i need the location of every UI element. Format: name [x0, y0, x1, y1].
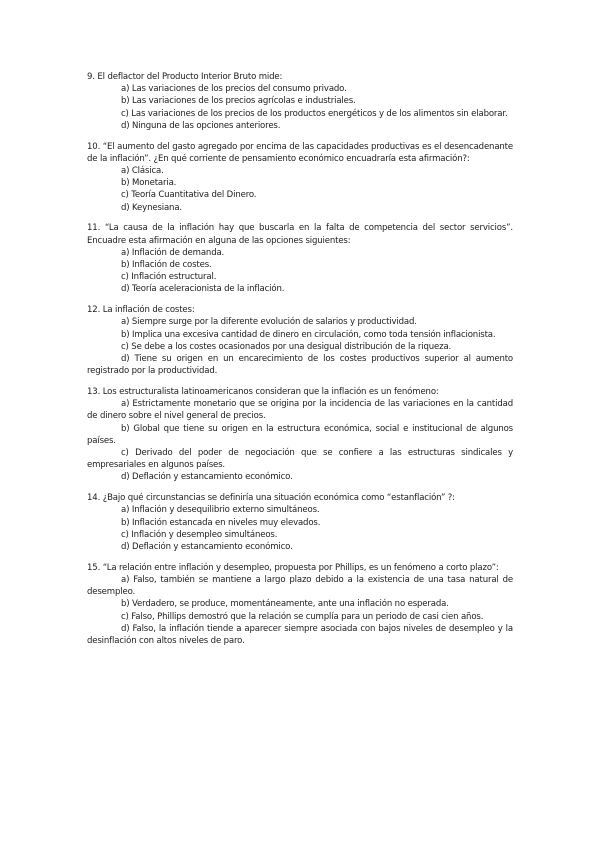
answer-option: b) Verdadero, se produce, momentáneamente, ante una inflación no esperada.: [121, 599, 449, 610]
answer-option: b) Inflación estancada en niveles muy elevados.: [121, 517, 321, 528]
question-block: [87, 304, 513, 377]
question-block: [87, 562, 513, 647]
question-block: [87, 71, 513, 132]
answer-option: d) Ninguna de las opciones anteriores.: [121, 120, 281, 131]
answer-option: a) Las variaciones de los precios del consumo privado.: [121, 84, 347, 95]
answer-option: a) Estrictamente monetario que se origina por la incidencia de las variaciones en la cantidad de dinero sobre el nivel general de precios.: [87, 399, 513, 422]
answer-option: d) Keynesiana.: [121, 202, 182, 213]
answer-option: d) Deflación y estancamiento económico.: [121, 542, 293, 553]
question-text: 12. La inflación de costes:: [87, 305, 195, 316]
question-text: 14. ¿Bajo qué circunstancias se definiría una situación económica como “estanflación” ?:: [87, 493, 455, 504]
answer-option: a) Falso, también se mantiene a largo plazo debido a la existencia de una tasa natural de desempleo.: [87, 575, 513, 598]
question-block: [87, 492, 513, 553]
answer-option: c) Inflación y desempleo simultáneos.: [121, 529, 278, 540]
answer-option: a) Inflación de demanda.: [121, 247, 225, 258]
answer-option: b) Global que tiene su origen en la estructura económica, social e institucional de algunos países.: [87, 423, 513, 446]
answer-option: b) Inflación de costes.: [121, 260, 212, 271]
question-block: [87, 222, 513, 295]
answer-option: b) Las variaciones de los precios agrícolas e industriales.: [121, 96, 356, 107]
question-text: 15. “La relación entre inflación y desempleo, propuesta por Phillips, es un fenómeno a corto plazo”:: [87, 562, 499, 573]
answer-option: a) Clásica.: [121, 166, 164, 177]
answer-option: a) Siempre surge por la diferente evolución de salarios y productividad.: [121, 317, 417, 328]
question-block: [87, 141, 513, 214]
question-block: [87, 386, 513, 484]
answer-option: d) Teoría aceleracionista de la inflación.: [121, 284, 285, 295]
question-text: 11. “La causa de la inflación hay que buscarla en la falta de competencia del sector servicios”. Encuadre esta afirmación en alguna de las opciones siguientes:: [87, 223, 513, 246]
answer-option: d) Tiene su origen en un encarecimiento de los costes productivos superior al aumento registrado por la productividad.: [87, 354, 513, 377]
answer-option: d) Deflación y estancamiento económico.: [121, 472, 293, 483]
question-text: 13. Los estructuralista latinoamericanos consideran que la inflación es un fenómeno:: [87, 387, 439, 398]
answer-option: b) Implica una excesiva cantidad de dinero en circulación, como toda tensión inflacionista.: [121, 329, 496, 340]
answer-option: c) Se debe a los costes ocasionados por una desigual distribución de la riqueza.: [121, 341, 452, 352]
answer-option: c) Inflación estructural.: [121, 272, 217, 283]
answer-option: c) Las variaciones de los precios de los productos energéticos y de los alimentos sin elaborar.: [121, 108, 508, 119]
answer-option: c) Falso, Phillips demostró que la relación se cumplía para un periodo de casi cien años.: [121, 611, 484, 622]
answer-option: c) Teoría Cuantitativa del Dinero.: [121, 190, 257, 201]
question-text: 9. El deflactor del Producto Interior Bruto mide:: [87, 72, 283, 82]
answer-option: d) Falso, la inflación tiende a aparecer siempre asociada con bajos niveles de desempleo y la desinflación con altos niveles de paro.: [87, 623, 513, 647]
answer-option: a) Inflación y desequilibrio externo simultáneos.: [121, 505, 320, 516]
question-text: 10. “El aumento del gasto agregado por encima de las capacidades productivas es el desencadenante de la inflación”. ¿En qué corriente de pensamiento económico encuadraría esta afirmación?:: [87, 141, 513, 164]
answer-option: c) Derivado del poder de negociación que se confiere a las estructuras sindicales y empresariales en algunos países.: [87, 448, 513, 471]
answer-option: b) Monetaria.: [121, 178, 177, 189]
